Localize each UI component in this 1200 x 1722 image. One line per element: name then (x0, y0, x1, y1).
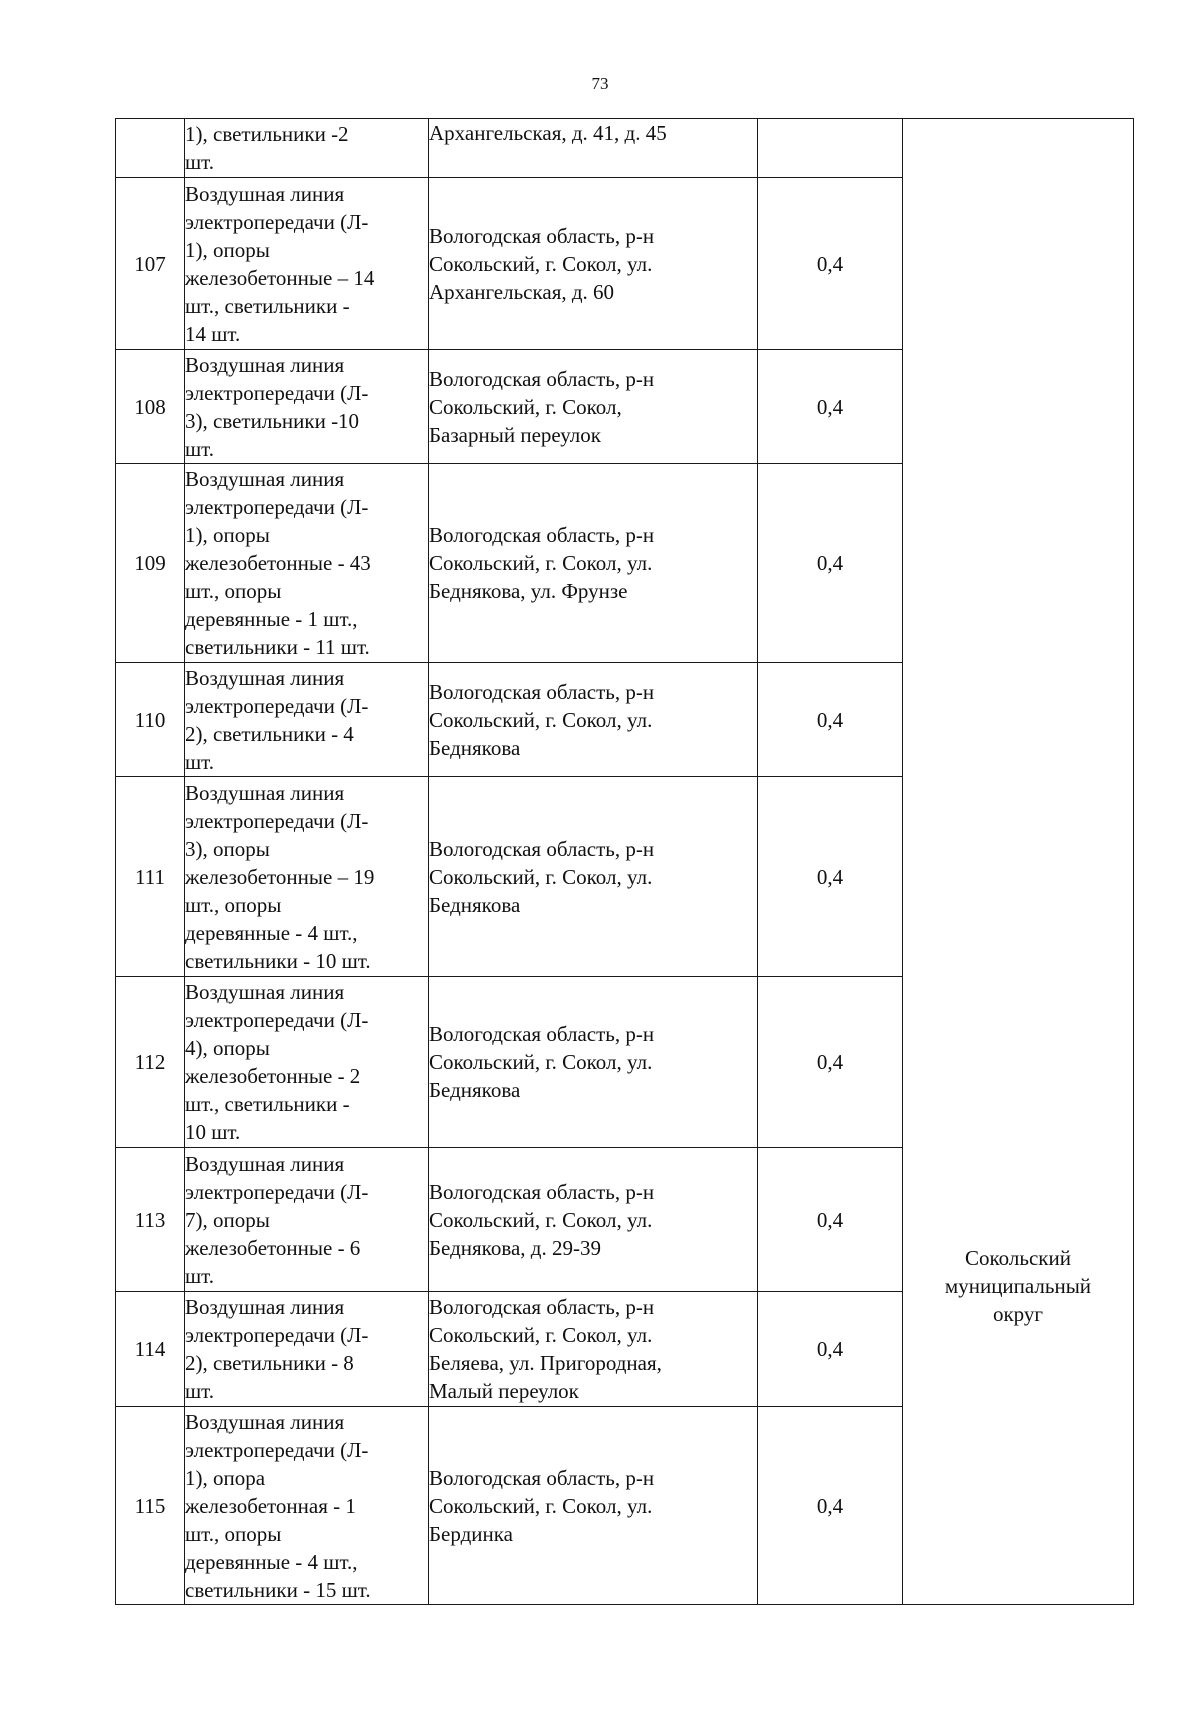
row-number: 114 (116, 1292, 185, 1407)
row-number: 107 (116, 178, 185, 350)
row-number: 111 (116, 777, 185, 977)
row-number (116, 119, 185, 178)
object-description: Воздушная линия электропередачи (Л- 7), опоры железобетонные - 6 шт. (185, 1148, 429, 1292)
voltage-value: 0,4 (758, 350, 903, 464)
object-address: Вологодская область, р-н Сокольский, г. Сокол, ул. Беляева, ул. Пригородная, Малый переулок (429, 1292, 758, 1407)
object-description: Воздушная линия электропередачи (Л- 2), светильники - 4 шт. (185, 663, 429, 777)
object-address: Вологодская область, р-н Сокольский, г. Сокол, ул. Беднякова (429, 777, 758, 977)
object-description: Воздушная линия электропередачи (Л- 1), опора железобетонная - 1 шт., опоры деревянные - 4 шт., светильники - 15 шт. (185, 1407, 429, 1605)
owner-name: Сокольский муниципальный округ (944, 1246, 1092, 1326)
object-address: Вологодская область, р-н Сокольский, г. Сокол, ул. Беднякова (429, 663, 758, 777)
row-number: 109 (116, 464, 185, 663)
object-description: Воздушная линия электропередачи (Л- 3), светильники -10 шт. (185, 350, 429, 464)
object-address: Архангельская, д. 41, д. 45 (429, 119, 758, 178)
object-address: Вологодская область, р-н Сокольский, г. Сокол, ул. Беднякова (429, 977, 758, 1148)
row-number: 115 (116, 1407, 185, 1605)
object-address: Вологодская область, р-н Сокольский, г. Сокол, ул. Беднякова, д. 29-39 (429, 1148, 758, 1292)
page-number: 73 (591, 74, 609, 93)
voltage-value: 0,4 (758, 1148, 903, 1292)
registry-table (115, 118, 1134, 1605)
voltage-value: 0,4 (758, 464, 903, 663)
object-description: Воздушная линия электропередачи (Л- 1), опоры железобетонные – 14 шт., светильники - 14 шт. (185, 178, 429, 350)
object-description: Воздушная линия электропередачи (Л- 3), опоры железобетонные – 19 шт., опоры деревянные - 4 шт., светильники - 10 шт. (185, 777, 429, 977)
owner-cell (903, 119, 1134, 1605)
row-number: 110 (116, 663, 185, 777)
voltage-value: 0,4 (758, 178, 903, 350)
object-description: Воздушная линия электропередачи (Л- 2), светильники - 8 шт. (185, 1292, 429, 1407)
object-address: Вологодская область, р-н Сокольский, г. Сокол, ул. Архангельская, д. 60 (429, 178, 758, 350)
object-description: Воздушная линия электропередачи (Л- 1), опоры железобетонные - 43 шт., опоры деревянные - 1 шт., светильники - 11 шт. (185, 464, 429, 663)
row-number: 108 (116, 350, 185, 464)
object-address: Вологодская область, р-н Сокольский, г. Сокол, Базарный переулок (429, 350, 758, 464)
object-address: Вологодская область, р-н Сокольский, г. Сокол, ул. Беднякова, ул. Фрунзе (429, 464, 758, 663)
object-description: Воздушная линия электропередачи (Л- 4), опоры железобетонные - 2 шт., светильники - 10 шт. (185, 977, 429, 1148)
voltage-value: 0,4 (758, 1407, 903, 1605)
row-number: 112 (116, 977, 185, 1148)
voltage-value: 0,4 (758, 777, 903, 977)
voltage-value: 0,4 (758, 1292, 903, 1407)
voltage-value (758, 119, 903, 178)
voltage-value: 0,4 (758, 977, 903, 1148)
table-row (116, 119, 1134, 178)
object-address: Вологодская область, р-н Сокольский, г. Сокол, ул. Бердинка (429, 1407, 758, 1605)
voltage-value: 0,4 (758, 663, 903, 777)
object-description: 1), светильники -2 шт. (185, 119, 429, 178)
row-number: 113 (116, 1148, 185, 1292)
